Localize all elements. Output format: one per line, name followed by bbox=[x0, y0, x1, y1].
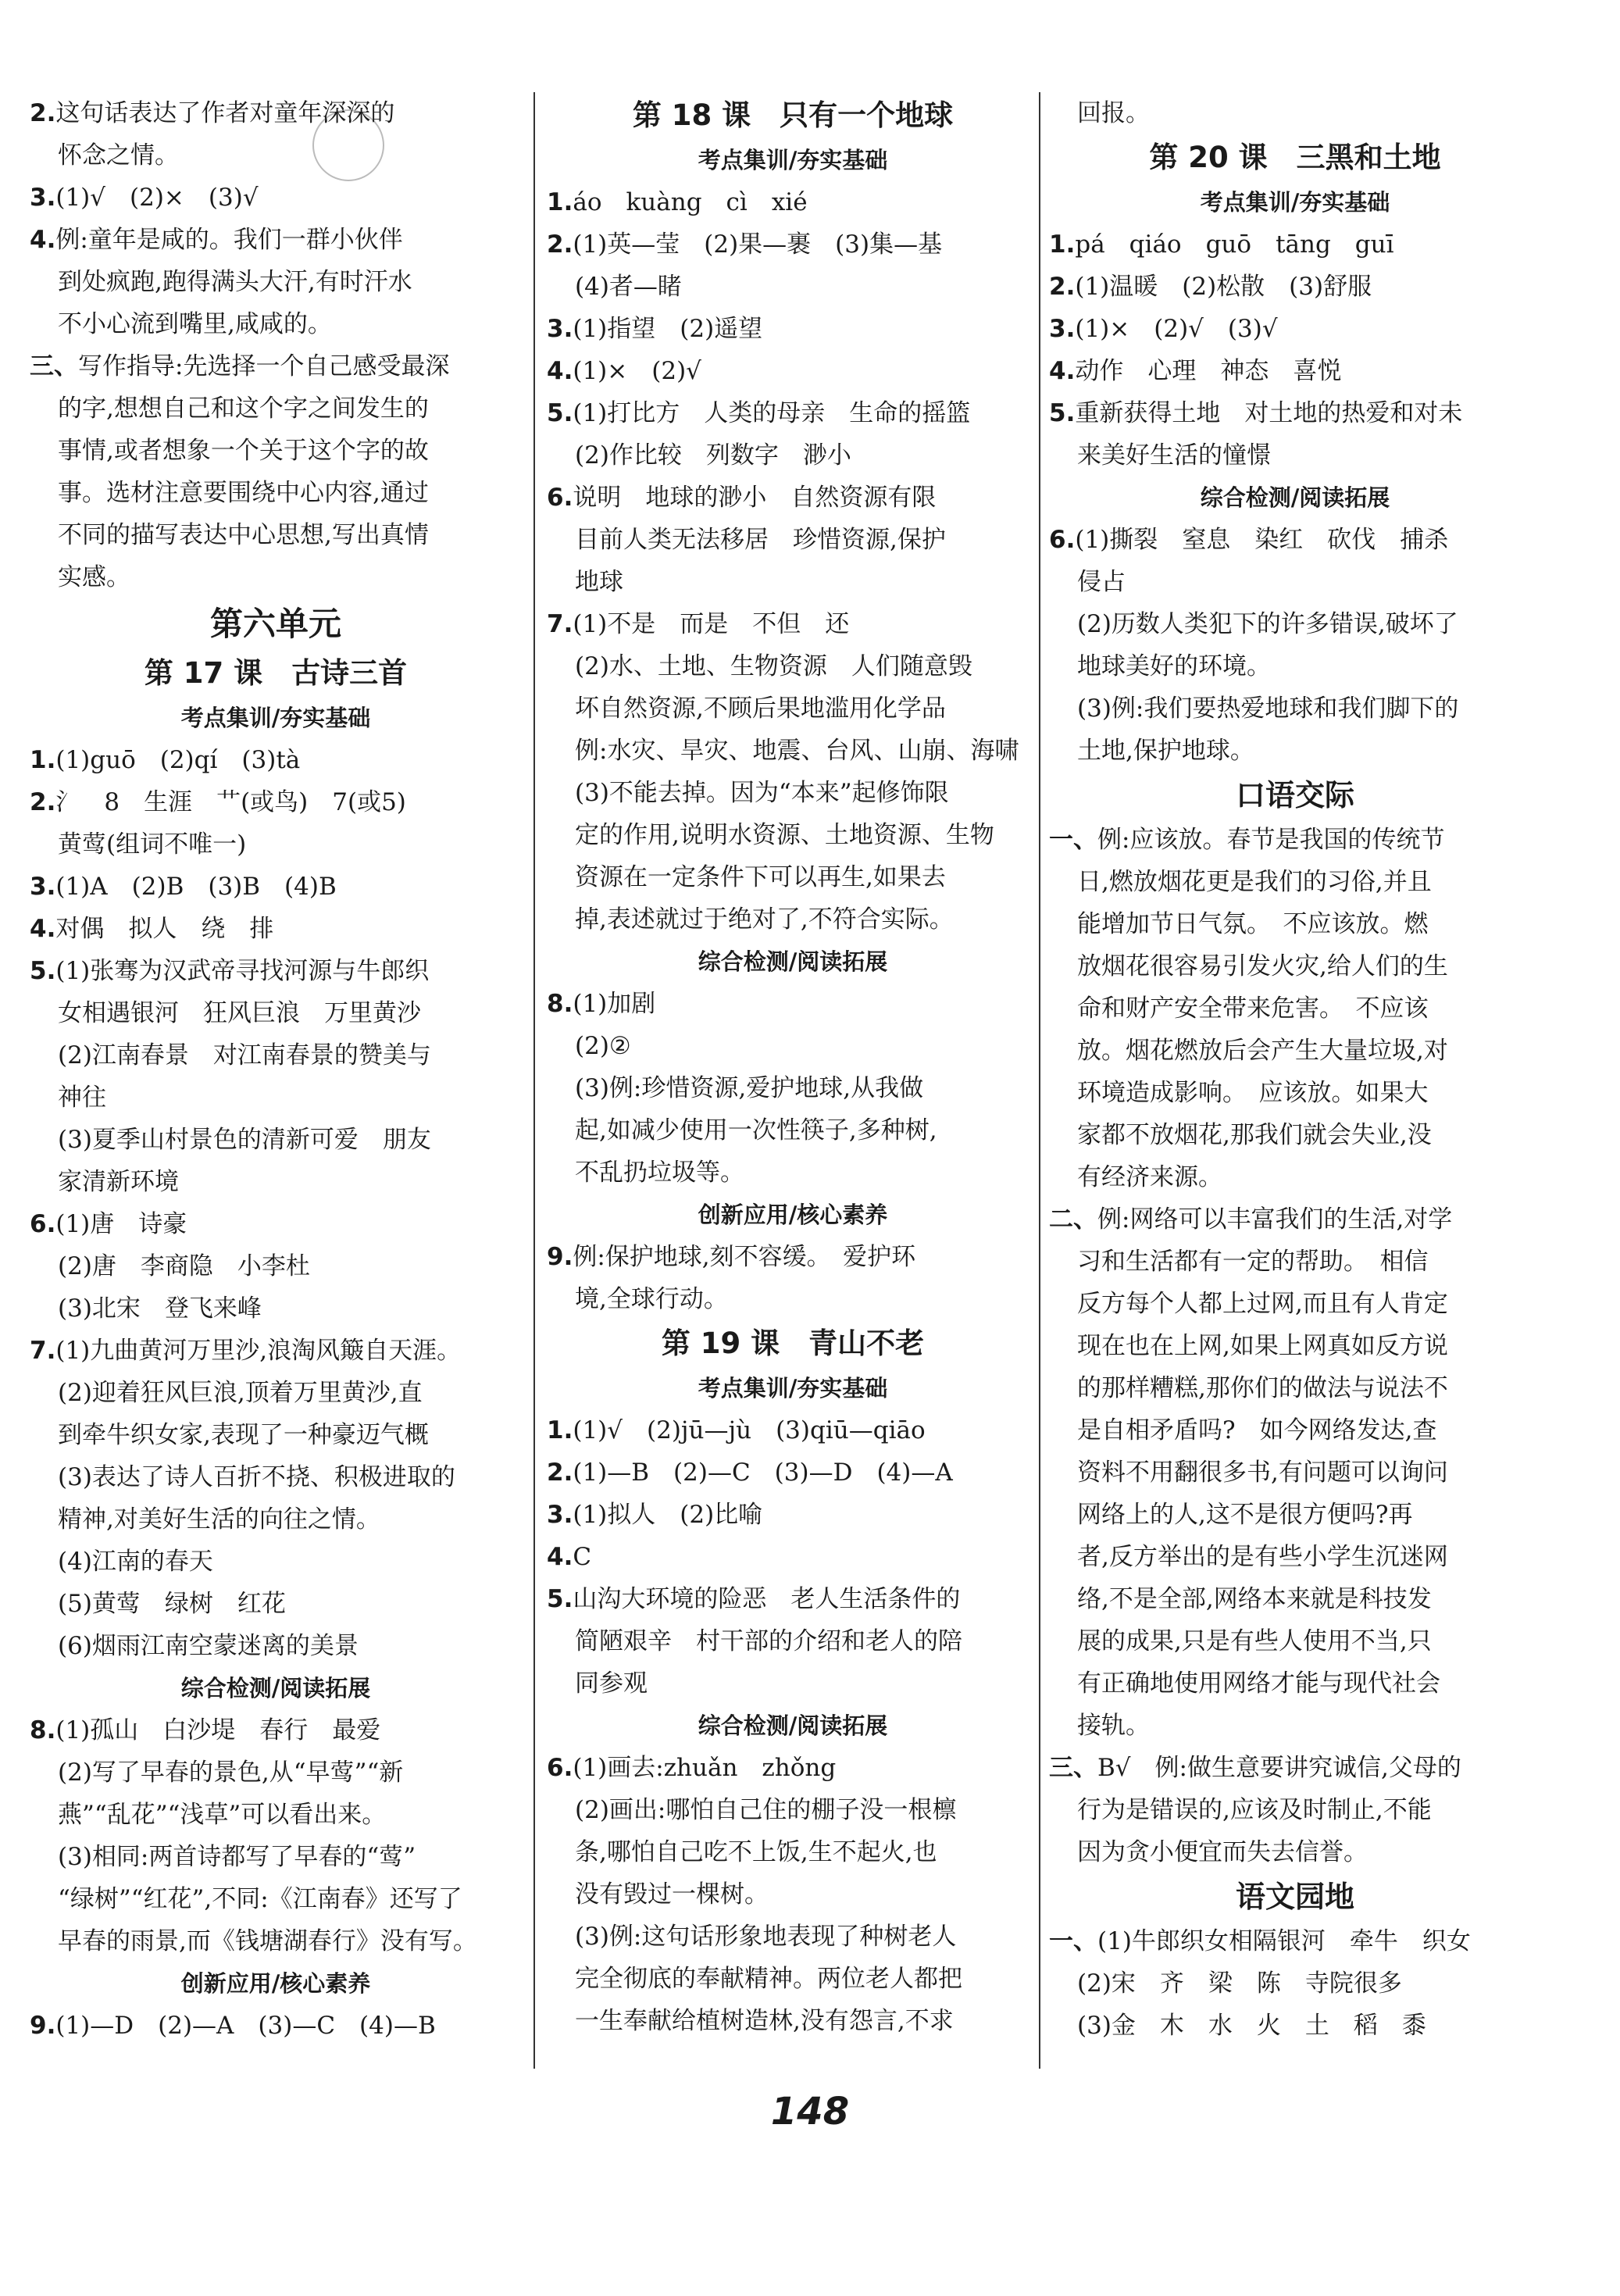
answer-item bbox=[547, 181, 1039, 223]
item-number: 7. bbox=[547, 610, 573, 638]
continuation-line: 不乱扔垃圾等。 bbox=[575, 1159, 744, 1187]
answer-item bbox=[1049, 1198, 1541, 1241]
section-heading: 综合检测/阅读拓展 bbox=[1200, 484, 1390, 511]
continuation-line: 燕”“乱花”“浅草”可以看出来。 bbox=[58, 1801, 387, 1829]
sub-answer: (3)夏季山村景色的清新可爱 朋友 bbox=[58, 1126, 431, 1154]
item-number: 7. bbox=[30, 1337, 56, 1365]
continuation-line: 日,燃放烟花更是我们的习俗,并且 bbox=[1077, 868, 1432, 896]
item-text: (1)温暖 (2)松散 (3)舒服 bbox=[1075, 273, 1372, 301]
item-text: 例:应该放。春节是我国的传统节 bbox=[1097, 826, 1445, 854]
item-number: 8. bbox=[30, 1716, 56, 1744]
answer-item bbox=[30, 781, 522, 823]
continuation-line: 放。烟花燃放后会产生大量垃圾,对 bbox=[1077, 1037, 1448, 1065]
item-number: 2. bbox=[30, 99, 56, 127]
answer-item bbox=[547, 1494, 1039, 1536]
sub-answer: (3)例:我们要热爱地球和我们脚下的 bbox=[1077, 695, 1459, 723]
sub-answer: (4)江南的春天 bbox=[58, 1548, 213, 1576]
item-number: 4. bbox=[547, 1543, 573, 1571]
continuation-line: 网络上的人,这不是很方便吗?再 bbox=[1077, 1501, 1413, 1529]
item-number: 三、 bbox=[1049, 1754, 1097, 1782]
sub-answer: (2)作比较 列数字 渺小 bbox=[575, 441, 851, 470]
sub-answer: (2)迎着狂风巨浪,顶着万里黄沙,直 bbox=[58, 1379, 423, 1407]
continuation-line: 到处疯跑,跑得满头大汗,有时汗水 bbox=[58, 268, 412, 296]
section-heading: 综合检测/阅读拓展 bbox=[698, 948, 888, 975]
item-text: (1)拟人 (2)比喻 bbox=[573, 1501, 763, 1529]
item-text: 重新获得土地 对土地的热爱和对未 bbox=[1075, 399, 1463, 427]
answer-item bbox=[30, 1709, 522, 1751]
sub-answer: (3)不能去掉。因为“本来”起修饰限 bbox=[575, 779, 949, 807]
continuation-line: 资源在一定条件下可以再生,如果去 bbox=[575, 863, 946, 891]
continuation-line: 坏自然资源,不顾后果地滥用化学品 bbox=[575, 695, 946, 723]
continuation-line: 女相遇银河 狂风巨浪 万里黄沙 bbox=[58, 999, 421, 1027]
column-divider-left bbox=[533, 92, 535, 2069]
sub-answer: (2)宋 齐 梁 陈 寺院很多 bbox=[1077, 1969, 1402, 1998]
item-number: 3. bbox=[1049, 315, 1076, 343]
item-number: 3. bbox=[30, 873, 56, 901]
sub-answer: (4)者—睹 bbox=[575, 273, 682, 301]
item-number: 3. bbox=[547, 1501, 573, 1529]
answer-item bbox=[547, 983, 1039, 1025]
answer-item bbox=[30, 2005, 522, 2047]
continuation-line: 络,不是全部,网络本来就是科技发 bbox=[1077, 1585, 1432, 1613]
answer-item bbox=[30, 950, 522, 992]
item-number: 1. bbox=[547, 188, 573, 216]
item-text: (1)√ (2)jū—jù (3)qiū—qiāo bbox=[573, 1416, 926, 1444]
item-number: 6. bbox=[30, 1210, 56, 1238]
section-heading: 综合检测/阅读拓展 bbox=[698, 1712, 888, 1739]
answer-item bbox=[30, 1203, 522, 1245]
sub-answer: (3)表达了诗人百折不挠、积极进取的 bbox=[58, 1463, 455, 1491]
item-number: 4. bbox=[30, 226, 56, 254]
continuation-line: 境,全球行动。 bbox=[575, 1285, 728, 1313]
item-text: (1)不是 而是 不但 还 bbox=[573, 610, 850, 638]
item-text: 例:保护地球,刻不容缓。 爱护环 bbox=[573, 1243, 916, 1271]
item-number: 一、 bbox=[1049, 1927, 1097, 1955]
answer-item bbox=[30, 908, 522, 950]
item-number: 3. bbox=[30, 184, 56, 212]
item-text: (1)加剧 bbox=[573, 990, 656, 1018]
lesson-title: 第 19 课 青山不老 bbox=[661, 1327, 925, 1360]
section-title: 口语交际 bbox=[1235, 778, 1354, 812]
answer-item bbox=[547, 1452, 1039, 1494]
continuation-line: 事情,或者想象一个关于这个字的故 bbox=[58, 437, 429, 465]
answer-item bbox=[547, 603, 1039, 645]
sub-answer: (2)② bbox=[575, 1032, 631, 1060]
item-text: (1)唐 诗豪 bbox=[55, 1210, 187, 1238]
sub-answer: (2)画出:哪怕自己住的棚子没一根檩 bbox=[575, 1796, 957, 1824]
section-title: 语文园地 bbox=[1235, 1880, 1354, 1914]
item-text: 山沟大环境的险恶 老人生活条件的 bbox=[573, 1585, 961, 1613]
answer-item bbox=[1049, 266, 1541, 308]
continuation-line: 的字,想想自己和这个字之间发生的 bbox=[58, 395, 429, 423]
continuation-line: 怀念之情。 bbox=[58, 141, 179, 170]
answer-column-2 bbox=[547, 92, 1039, 2042]
item-text: (1)A (2)B (3)B (4)B bbox=[55, 873, 337, 901]
continuation-line: 的那样糟糕,那你们的做法与说法不 bbox=[1077, 1374, 1448, 1402]
answer-item bbox=[547, 308, 1039, 350]
item-number: 5. bbox=[547, 399, 573, 427]
answer-item bbox=[547, 392, 1039, 434]
unit-title: 第六单元 bbox=[209, 605, 341, 643]
item-text: áo kuàng cì xié bbox=[573, 188, 808, 216]
answer-item bbox=[547, 223, 1039, 266]
item-number: 2. bbox=[547, 230, 573, 259]
item-text: (1)九曲黄河万里沙,浪淘风簸自天涯。 bbox=[55, 1337, 462, 1365]
item-text: (1)√ (2)× (3)√ bbox=[55, 184, 259, 212]
item-number: 5. bbox=[547, 1585, 573, 1613]
continuation-line: 侵占 bbox=[1077, 568, 1126, 596]
item-text: (1)牛郎织女相隔银河 牵牛 织女 bbox=[1097, 1927, 1471, 1955]
section-heading: 综合检测/阅读拓展 bbox=[180, 1675, 371, 1701]
item-number: 2. bbox=[547, 1459, 573, 1487]
item-number: 一、 bbox=[1049, 826, 1097, 854]
answer-item bbox=[30, 345, 522, 387]
continuation-line: 命和财产安全带来危害。 不应该 bbox=[1077, 994, 1429, 1023]
continuation-line: 同参观 bbox=[575, 1669, 648, 1698]
item-text: (1)孤山 白沙堤 春行 最爱 bbox=[55, 1716, 381, 1744]
item-text: 写作指导:先选择一个自己感受最深 bbox=[78, 352, 450, 380]
item-number: 3. bbox=[547, 315, 573, 343]
item-number: 9. bbox=[30, 2012, 56, 2040]
item-number: 6. bbox=[1049, 526, 1076, 554]
item-text: (1)guō (2)qí (3)tà bbox=[55, 746, 301, 774]
continuation-line: 资料不用翻很多书,有问题可以询问 bbox=[1077, 1459, 1448, 1487]
continuation-line: 回报。 bbox=[1077, 99, 1150, 127]
answer-item bbox=[30, 739, 522, 781]
item-number: 1. bbox=[30, 746, 56, 774]
continuation-line: 神往 bbox=[58, 1084, 106, 1112]
continuation-line: 来美好生活的憧憬 bbox=[1077, 441, 1271, 470]
sub-answer: (3)例:珍惜资源,爱护地球,从我做 bbox=[575, 1074, 924, 1102]
section-heading: 考点集训/夯实基础 bbox=[698, 147, 888, 173]
answer-item bbox=[1049, 1747, 1541, 1789]
item-text: 例:童年是咸的。我们一群小伙伴 bbox=[55, 226, 403, 254]
section-heading: 创新应用/核心素养 bbox=[180, 1970, 371, 1997]
item-number: 4. bbox=[30, 915, 56, 943]
sub-answer: (2)江南春景 对江南春景的赞美与 bbox=[58, 1041, 431, 1069]
item-text: 对偶 拟人 绕 排 bbox=[55, 915, 274, 943]
item-text: 氵 8 生涯 艹(或鸟) 7(或5) bbox=[55, 788, 406, 816]
sub-answer: (3)相同:两首诗都写了早春的“莺” bbox=[58, 1843, 416, 1871]
continuation-line: 能增加节日气氛。 不应该放。燃 bbox=[1077, 910, 1429, 938]
item-number: 1. bbox=[1049, 230, 1076, 259]
sub-answer: (6)烟雨江南空蒙迷离的美景 bbox=[58, 1632, 359, 1660]
answer-item bbox=[547, 477, 1039, 519]
answer-item bbox=[30, 177, 522, 219]
continuation-line: 条,哪怕自己吃不上饭,生不起火,也 bbox=[575, 1838, 937, 1866]
continuation-line: 定的作用,说明水资源、土地资源、生物 bbox=[575, 821, 994, 849]
item-number: 2. bbox=[1049, 273, 1076, 301]
sub-answer: (2)写了早春的景色,从“早莺”“新 bbox=[58, 1759, 404, 1787]
item-text: (1)× (2)√ bbox=[573, 357, 701, 385]
continuation-line: 放烟花很容易引发火灾,给人们的生 bbox=[1077, 952, 1448, 980]
sub-answer: (5)黄莺 绿树 红花 bbox=[58, 1590, 286, 1618]
sub-answer: (2)唐 李商隐 小李杜 bbox=[58, 1252, 310, 1280]
item-text: 这句话表达了作者对童年深深的 bbox=[55, 99, 395, 127]
item-number: 4. bbox=[547, 357, 573, 385]
item-text: 动作 心理 神态 喜悦 bbox=[1075, 357, 1342, 385]
continuation-line: 地球 bbox=[575, 568, 623, 596]
answer-item bbox=[1049, 1920, 1541, 1962]
answer-item bbox=[30, 866, 522, 908]
continuation-line: 因为贪小便宜而失去信誉。 bbox=[1077, 1838, 1368, 1866]
continuation-line: 一生奉献给植树造林,没有怨言,不求 bbox=[575, 2007, 954, 2035]
lesson-title: 第 17 课 古诗三首 bbox=[144, 656, 408, 690]
item-number: 5. bbox=[30, 957, 56, 985]
continuation-line: 黄莺(组词不唯一) bbox=[58, 830, 247, 859]
item-number: 4. bbox=[1049, 357, 1076, 385]
answer-column-1 bbox=[30, 92, 522, 2047]
continuation-line: 家清新环境 bbox=[58, 1168, 179, 1196]
continuation-line: 现在也在上网,如果上网真如反方说 bbox=[1077, 1332, 1448, 1360]
answer-item bbox=[1049, 223, 1541, 266]
section-heading: 考点集训/夯实基础 bbox=[1200, 189, 1390, 216]
answer-item bbox=[547, 1578, 1039, 1620]
page-number: 148 bbox=[770, 2090, 850, 2134]
answer-item bbox=[1049, 519, 1541, 561]
item-text: (1)张骞为汉武帝寻找河源与牛郎织 bbox=[55, 957, 430, 985]
continuation-line: 土地,保护地球。 bbox=[1077, 737, 1254, 765]
continuation-line: 展的成果,只是有些人使用不当,只 bbox=[1077, 1627, 1432, 1655]
item-text: (1)画去:zhuǎn zhǒng bbox=[573, 1754, 837, 1782]
continuation-line: 起,如减少使用一次性筷子,多种树, bbox=[575, 1116, 937, 1144]
answer-item bbox=[30, 92, 522, 134]
item-text: 说明 地球的渺小 自然资源有限 bbox=[573, 484, 937, 512]
item-number: 5. bbox=[1049, 399, 1076, 427]
item-text: (1)撕裂 窒息 染红 砍伐 捕杀 bbox=[1075, 526, 1449, 554]
continuation-line: 地球美好的环境。 bbox=[1077, 652, 1271, 680]
item-text: (1)指望 (2)遥望 bbox=[573, 315, 763, 343]
item-text: B√ 例:做生意要讲究诚信,父母的 bbox=[1097, 1754, 1461, 1782]
item-number: 二、 bbox=[1049, 1205, 1097, 1234]
continuation-line: 反方每个人都上过网,而且有人肯定 bbox=[1077, 1290, 1448, 1318]
section-heading: 创新应用/核心素养 bbox=[698, 1202, 888, 1228]
item-text: pá qiáo guō tāng guī bbox=[1075, 230, 1394, 259]
item-number: 6. bbox=[547, 1754, 573, 1782]
continuation-line: 环境造成影响。 应该放。如果大 bbox=[1077, 1079, 1429, 1107]
item-number: 2. bbox=[30, 788, 56, 816]
item-text: 例:网络可以丰富我们的生活,对学 bbox=[1097, 1205, 1453, 1234]
continuation-line: 没有毁过一棵树。 bbox=[575, 1880, 769, 1909]
answer-item bbox=[30, 1330, 522, 1372]
continuation-line: 有经济来源。 bbox=[1077, 1163, 1222, 1191]
answer-item bbox=[1049, 392, 1541, 434]
lesson-title: 第 20 课 三黑和土地 bbox=[1149, 141, 1441, 174]
answer-item bbox=[1049, 819, 1541, 861]
item-text: (1)—D (2)—A (3)—C (4)—B bbox=[55, 2012, 436, 2040]
section-heading: 考点集训/夯实基础 bbox=[698, 1375, 888, 1402]
continuation-line: 简陋艰辛 村干部的介绍和老人的陪 bbox=[575, 1627, 962, 1655]
continuation-line: 习和生活都有一定的帮助。 相信 bbox=[1077, 1248, 1429, 1276]
answer-item bbox=[547, 1536, 1039, 1578]
section-heading: 考点集训/夯实基础 bbox=[180, 705, 371, 731]
item-number: 三、 bbox=[30, 352, 78, 380]
item-text: C bbox=[573, 1543, 592, 1571]
continuation-line: 掉,表述就过于绝对了,不符合实际。 bbox=[575, 905, 954, 934]
continuation-line: 者,反方举出的是有些小学生沉迷网 bbox=[1077, 1543, 1448, 1571]
item-text: (1)打比方 人类的母亲 生命的摇篮 bbox=[573, 399, 971, 427]
sub-answer: (3)北宋 登飞来峰 bbox=[58, 1294, 262, 1323]
sub-answer: (2)水、土地、生物资源 人们随意毁 bbox=[575, 652, 972, 680]
answer-item bbox=[547, 1747, 1039, 1789]
lesson-title: 第 18 课 只有一个地球 bbox=[632, 98, 954, 132]
answer-item bbox=[547, 350, 1039, 392]
continuation-line: 接轨。 bbox=[1077, 1712, 1150, 1740]
answer-item bbox=[547, 1236, 1039, 1278]
continuation-line: 家都不放烟花,那我们就会失业,没 bbox=[1077, 1121, 1432, 1149]
item-text: (1)英—莹 (2)果—裹 (3)集—基 bbox=[573, 230, 943, 259]
item-number: 9. bbox=[547, 1243, 573, 1271]
answer-item bbox=[1049, 308, 1541, 350]
answer-item bbox=[547, 1409, 1039, 1452]
continuation-line: 实感。 bbox=[58, 563, 130, 591]
continuation-line: 不同的描写表达中心思想,写出真情 bbox=[58, 521, 429, 549]
sub-answer: (3)例:这句话形象地表现了种树老人 bbox=[575, 1923, 957, 1951]
sub-answer: (3)金 木 水 火 土 稻 黍 bbox=[1077, 2012, 1426, 2040]
continuation-line: 完全彻底的奉献精神。两位老人都把 bbox=[575, 1965, 962, 1993]
answer-item bbox=[1049, 350, 1541, 392]
item-number: 6. bbox=[547, 484, 573, 512]
continuation-line: 事。选材注意要围绕中心内容,通过 bbox=[58, 479, 429, 507]
continuation-line: 到牵牛织女家,表现了一种豪迈气概 bbox=[58, 1421, 429, 1449]
continuation-line: 有正确地使用网络才能与现代社会 bbox=[1077, 1669, 1440, 1698]
sub-answer: (2)历数人类犯下的许多错误,破坏了 bbox=[1077, 610, 1458, 638]
column-divider-right bbox=[1039, 92, 1040, 2069]
continuation-line: 目前人类无法移居 珍惜资源,保护 bbox=[575, 526, 946, 554]
continuation-line: 例:水灾、旱灾、地震、台风、山崩、海啸 bbox=[575, 737, 1019, 765]
continuation-line: “绿树”“红花”,不同:《江南春》还写了 bbox=[58, 1885, 462, 1913]
item-text: (1)—B (2)—C (3)—D (4)—A bbox=[573, 1459, 953, 1487]
answer-item bbox=[30, 219, 522, 261]
item-text: (1)× (2)√ (3)√ bbox=[1075, 315, 1278, 343]
answer-column-3 bbox=[1049, 92, 1541, 2047]
continuation-line: 不小心流到嘴里,咸咸的。 bbox=[58, 310, 332, 338]
continuation-line: 行为是错误的,应该及时制止,不能 bbox=[1077, 1796, 1432, 1824]
item-number: 1. bbox=[547, 1416, 573, 1444]
continuation-line: 早春的雨景,而《钱塘湖春行》没有写。 bbox=[58, 1927, 477, 1955]
continuation-line: 精神,对美好生活的向往之情。 bbox=[58, 1505, 380, 1534]
continuation-line: 是自相矛盾吗? 如今网络发达,查 bbox=[1077, 1416, 1437, 1444]
item-number: 8. bbox=[547, 990, 573, 1018]
